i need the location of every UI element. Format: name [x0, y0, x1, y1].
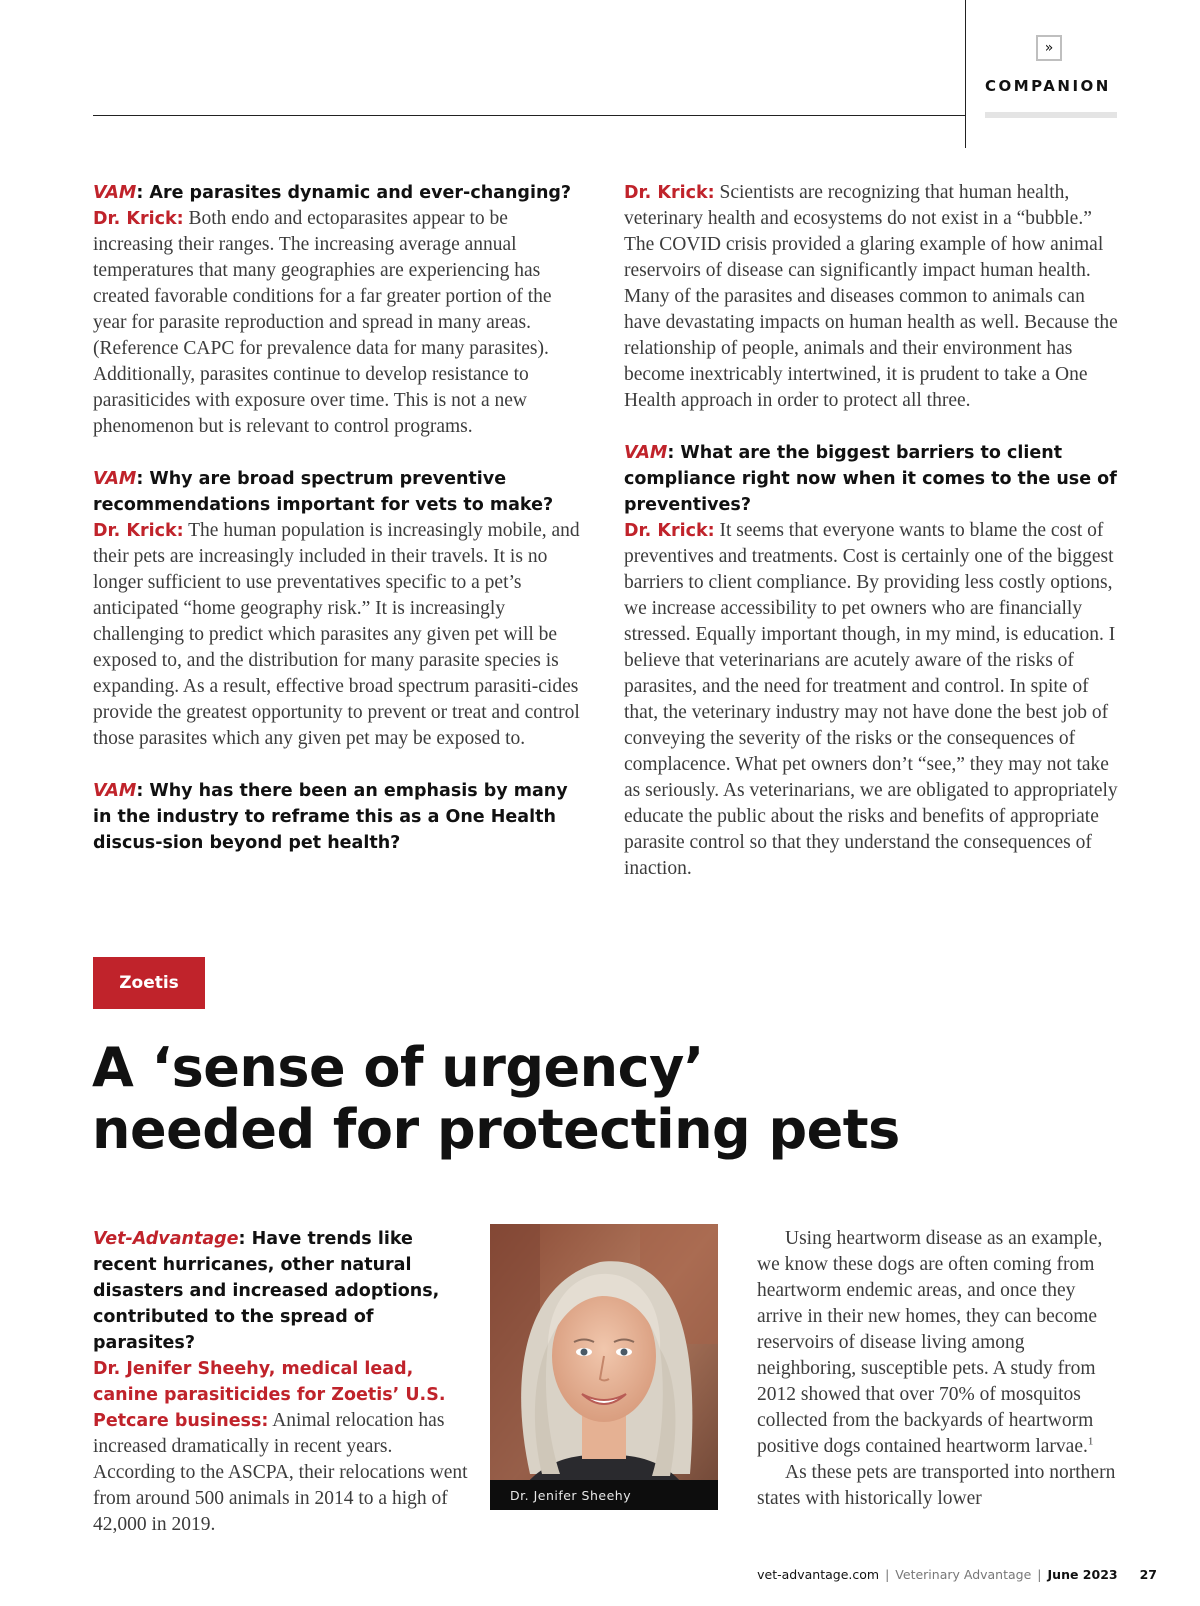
- company-tag: Zoetis: [93, 957, 205, 1009]
- question-3: [93, 778, 583, 856]
- answer-text: It seems that everyone wants to blame the cost of preventives and treatments. Cost is certainly one of the biggest barriers to client compliance. By providing less costly options, we increase accessibility to pet owners who are financially stressed. Equally important though, in my mind, is education. I believe that veterinarians are acutely aware of the risks of parasites, and the need for treatment and control. In spite of that, the veterinary industry may not have done the best job of conveying the severity of the risks or the consequences of complacence. What pet owners don’t “see,” they may not take as seriously. As veterinarians, we are obligated to appropriately educate the public about the risks and benefits of appropriate parasite control so that they understand the consequences of inaction.: [624, 520, 1118, 879]
- question-1: [93, 180, 583, 206]
- header-vertical-rule: [965, 0, 966, 148]
- article2-paragraph-2: As these pets are transported into northern states with historically lower: [757, 1462, 1116, 1509]
- speaker-label: Dr. Jenifer Sheehy, medical lead, canine parasiticides for Zoetis’ U.S. Petcare business:: [93, 1359, 446, 1431]
- article2-left-column: [93, 1226, 471, 1538]
- answer-text: Animal relocation has increased dramatically in recent years. According to the ASCPA, their relocations went from around 500 animals in 2014 to a high of 42,000 in 2019.: [93, 1410, 468, 1535]
- left-column: [93, 180, 583, 856]
- footer-separator: |: [885, 1567, 890, 1582]
- question-text: : Have trends like recent hurricanes, other natural disasters and increased adoptions, contributed to the spread of parasites?: [93, 1229, 440, 1353]
- vam-label: VAM: [93, 781, 137, 801]
- section-label-bar: [985, 112, 1117, 118]
- section-label: COMPANION: [985, 77, 1111, 95]
- chevrons-down-icon: »: [1036, 35, 1062, 61]
- question-text: : What are the biggest barriers to client compliance right now when it comes to the use of preventives?: [624, 443, 1117, 515]
- answer-2: [93, 518, 583, 752]
- footer-issue: June 2023: [1047, 1567, 1118, 1582]
- article2-qa: [93, 1226, 471, 1538]
- page-footer: [757, 1567, 1157, 1582]
- vam-label: VAM: [624, 443, 668, 463]
- question-4: [624, 440, 1124, 518]
- speaker-label: Dr. Krick:: [624, 183, 715, 203]
- vam-label: VAM: [93, 469, 137, 489]
- answer-1: [93, 206, 583, 440]
- footer-publication: Veterinary Advantage: [895, 1567, 1032, 1582]
- photo-caption: Dr. Jenifer Sheehy: [490, 1480, 718, 1510]
- portrait-photo: [490, 1224, 718, 1510]
- question-text: : Why has there been an emphasis by many in the industry to reframe this as a One Health discus-sion beyond pet health?: [93, 781, 568, 853]
- article2-right-column: [757, 1226, 1119, 1512]
- right-column: [624, 180, 1124, 882]
- footer-site: vet-advantage.com: [757, 1567, 880, 1582]
- article-headline: A ‘sense of urgency’ needed for protecting pets: [92, 1036, 900, 1161]
- vet-advantage-label: Vet-Advantage: [93, 1229, 239, 1249]
- footer-separator: |: [1037, 1567, 1042, 1582]
- question-text: : Why are broad spectrum preventive recommendations important for vets to make?: [93, 469, 554, 515]
- paragraph-text: Using heartworm disease as an example, we know these dogs are often coming from heartworm endemic areas, and once they arrive in their new homes, they can become reservoirs of disease living among neighboring, susceptible pets. A study from 2012 showed that over 70% of mosquitos collected from the backyards of heartworm positive dogs contained heartworm larvae.: [757, 1228, 1103, 1457]
- page-number: 27: [1139, 1567, 1157, 1582]
- article2-paragraph-1: [757, 1226, 1119, 1460]
- speaker-label: Dr. Krick:: [624, 521, 715, 541]
- speaker-label: Dr. Krick:: [93, 521, 184, 541]
- portrait-image: [490, 1224, 718, 1510]
- header-rule: [93, 115, 965, 116]
- answer-text: The human population is increasingly mobile, and their pets are increasingly included in their travels. It is no longer sufficient to use preventatives specific to a pet’s anticipated “home geography risk.” It is increasingly challenging to predict which parasites any given pet will be exposed to, and the distribution for many parasite species is expanding. As a result, effective broad spectrum parasiti-cides provide the greatest opportunity to prevent or treat and control those parasites which any given pet may be exposed to.: [93, 520, 580, 749]
- footnote-marker: 1: [1087, 1435, 1094, 1448]
- answer-text: Scientists are recognizing that human health, veterinary health and ecosystems do not exist in a “bubble.” The COVID crisis provided a glaring example of how animal reservoirs of disease can significantly impact human health. Many of the parasites and diseases common to animals can have devastating impacts on human health as well. Because the relationship of people, animals and their environment has become inextricably intertwined, it is prudent to take a One Health approach in order to protect all three.: [624, 182, 1118, 411]
- question-2: [93, 466, 583, 518]
- answer-3: [624, 180, 1124, 414]
- answer-4: [624, 518, 1124, 882]
- vam-label: VAM: [93, 183, 137, 203]
- question-text: : Are parasites dynamic and ever-changing?: [136, 183, 572, 203]
- answer-text: Both endo and ectoparasites appear to be increasing their ranges. The increasing average annual temperatures that many geographies are experiencing has created favorable conditions for a far greater portion of the year for parasite reproduction and spread in many areas. (Reference CAPC for prevalence data for many parasites). Additionally, parasites continue to develop resistance to parasiticides with exposure over time. This is not a new phenomenon but is relevant to control programs.: [93, 208, 552, 437]
- speaker-label: Dr. Krick:: [93, 209, 184, 229]
